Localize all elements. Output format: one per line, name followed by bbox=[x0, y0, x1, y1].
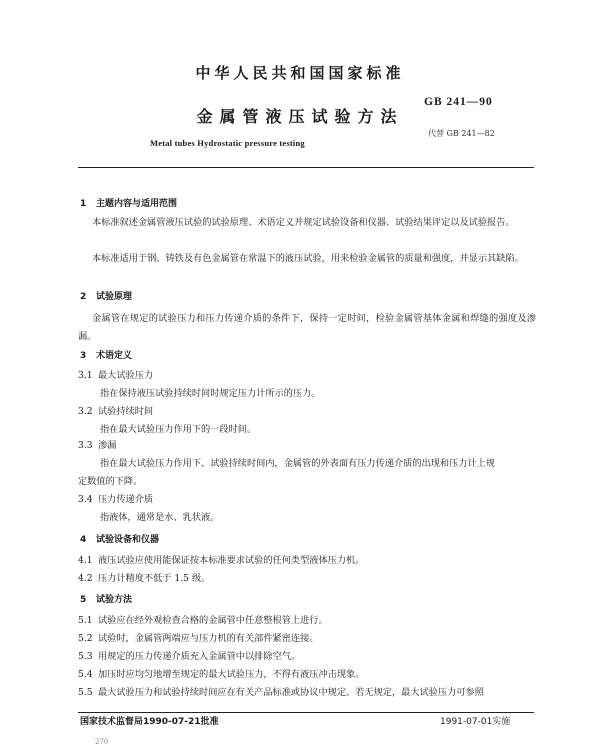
clause-5-3: 5.3 用规定的压力传递介质充入金属管中以排除空气。 bbox=[78, 651, 301, 662]
clause-3-4: 3.4 压力传递介质 bbox=[78, 494, 154, 505]
replaces-note: 代替 GB 241—82 bbox=[428, 129, 495, 138]
page-number: 270 bbox=[95, 738, 109, 746]
english-title: Metal tubes Hydrostatic pressure testing bbox=[150, 138, 305, 148]
clause-3-3-definition-line-1: 指在最大试验压力作用下、试验持续时间内，金属管的外表面有压力传递介质的出现和压力计上规 bbox=[100, 458, 496, 469]
section-2-paragraph: 金属管在规定的试验压力和压力传递介质的条件下，保持一定时间，检验金属管基体金属和焊缝的强度及渗漏。 bbox=[78, 313, 536, 342]
standard-number: GB 241—90 bbox=[424, 96, 493, 108]
document-title: 金属管液压试验方法 bbox=[196, 107, 404, 126]
section-3-heading: 3 术语定义 bbox=[80, 351, 133, 361]
clause-3-4-definition: 指液体，通常是水、乳状液。 bbox=[100, 512, 220, 523]
footer-divider bbox=[78, 712, 534, 713]
section-4-heading: 4 试验设备和仪器 bbox=[80, 535, 160, 545]
section-5-heading: 5 试验方法 bbox=[80, 595, 133, 605]
clause-5-4: 5.4 加压时应均匀地增至规定的最大试验压力，不得有液压冲击现象。 bbox=[78, 669, 365, 680]
national-standard-heading: 中华人民共和国国家标准 bbox=[195, 64, 405, 82]
clause-5-5: 5.5 最大试验压力和试验持续时间应在有关产品标准或协议中规定。若无规定，最大试验压力可参照 bbox=[78, 687, 484, 698]
clause-3-1-definition: 指在保持液压试验持续时间时规定压力计所示的压力。 bbox=[100, 388, 321, 399]
clause-3-3: 3.3 渗漏 bbox=[78, 440, 117, 451]
clause-3-2-definition: 指在最大试验压力作用下的一段时间。 bbox=[100, 424, 257, 435]
clause-4-2: 4.2 压力计精度不低于 1.5 级。 bbox=[78, 573, 211, 584]
effective-date: 1991-07-01实施 bbox=[440, 717, 511, 727]
section-1-paragraph-2: 本标准适用于钢、铸铁及有色金属管在常温下的液压试验，用来检验金属管的质量和强度，并显示其缺陷。 bbox=[92, 253, 524, 264]
approval-date: 国家技术监督局1990-07-21批准 bbox=[80, 717, 219, 727]
section-1-heading: 1 主题内容与适用范围 bbox=[80, 199, 178, 209]
clause-3-3-definition-line-2: 定数值的下降。 bbox=[78, 476, 143, 487]
section-1-paragraph-1: 本标准叙述金属管液压试验的试验原理、术语定义并规定试验设备和仪器、试验结果评定以及试验报告。 bbox=[92, 217, 515, 228]
clause-4-1: 4.1 液压试验应使用能保证按本标准要求试验的任何类型液体压力机。 bbox=[78, 555, 365, 566]
clause-3-2: 3.2 试验持续时间 bbox=[78, 406, 154, 417]
header-divider bbox=[78, 167, 534, 168]
clause-3-1: 3.1 最大试验压力 bbox=[78, 370, 154, 381]
clause-5-2: 5.2 试验时，金属管两端应与压力机的有关部件紧密连接。 bbox=[78, 633, 319, 644]
section-2-heading: 2 试验原理 bbox=[80, 292, 133, 302]
clause-5-1: 5.1 试验应在经外观检查合格的金属管中任意整根管上进行。 bbox=[78, 615, 328, 626]
